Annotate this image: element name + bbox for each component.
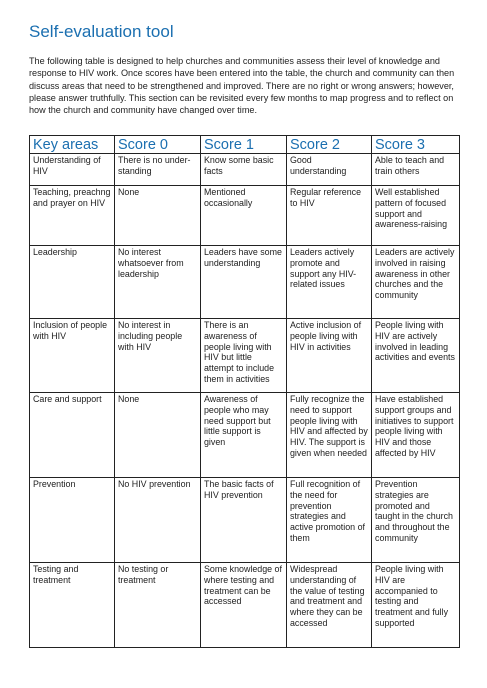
key-area-cell: Testing and treatment bbox=[30, 563, 115, 648]
self-evaluation-table bbox=[29, 135, 460, 648]
table-header-row bbox=[30, 136, 460, 154]
key-area-cell: Teaching, preachng and prayer on HIV bbox=[30, 186, 115, 246]
score-0-cell: No HIV prevention bbox=[115, 478, 201, 563]
key-area-cell: Care and support bbox=[30, 393, 115, 478]
score-2-cell: Leaders actively promote and support any HIV-related issues bbox=[287, 246, 372, 319]
score-2-cell: Fully recognize the need to support people living with HIV and affected by HIV. The support is given when needed bbox=[287, 393, 372, 478]
score-2-cell: Good understanding bbox=[287, 154, 372, 186]
score-3-cell: Able to teach and train others bbox=[372, 154, 460, 186]
header-score-3: Score 3 bbox=[372, 136, 460, 154]
score-3-cell: People living with HIV are accompanied to testing and treatment and fully supported bbox=[372, 563, 460, 648]
score-1-cell: Awareness of people who may need support but little support is given bbox=[201, 393, 287, 478]
score-3-cell: Prevention strategies are promoted and taught in the church and throughout the community bbox=[372, 478, 460, 563]
score-1-cell: Know some basic facts bbox=[201, 154, 287, 186]
score-2-cell: Widespread understanding of the value of testing and treatment and where they can be accessed bbox=[287, 563, 372, 648]
table-row bbox=[30, 478, 460, 563]
score-3-cell: Leaders are actively involved in raising awareness in other churches and the community bbox=[372, 246, 460, 319]
score-1-cell: There is an awareness of people living with HIV but little attempt to include them in activities bbox=[201, 319, 287, 393]
header-score-1: Score 1 bbox=[201, 136, 287, 154]
table-row bbox=[30, 319, 460, 393]
intro-paragraph: The following table is designed to help churches and communities assess their level of knowledge and response to HIV work. Once scores have been entered into the table, the church and community can then discuss areas that need to be strengthened and improved. There are no right or wrong answers; however, please answer truthfully. This section can be revisited every few months to map progress and to reflect on how the church and community have changed over time. bbox=[29, 56, 455, 116]
table-row bbox=[30, 186, 460, 246]
header-key-areas: Key areas bbox=[30, 136, 115, 154]
key-area-cell: Understanding of HIV bbox=[30, 154, 115, 186]
header-score-0: Score 0 bbox=[115, 136, 201, 154]
header-score-2: Score 2 bbox=[287, 136, 372, 154]
table-row bbox=[30, 393, 460, 478]
score-1-cell: Some knowledge of where testing and treatment can be accessed bbox=[201, 563, 287, 648]
score-3-cell: Have established support groups and initiatives to support people living with HIV and those affected by HIV bbox=[372, 393, 460, 478]
score-2-cell: Regular reference to HIV bbox=[287, 186, 372, 246]
key-area-cell: Inclusion of people with HIV bbox=[30, 319, 115, 393]
key-area-cell: Prevention bbox=[30, 478, 115, 563]
score-0-cell: No interest whatsoever from leadership bbox=[115, 246, 201, 319]
page-title: Self-evaluation tool bbox=[29, 22, 174, 41]
score-0-cell: No interest in including people with HIV bbox=[115, 319, 201, 393]
score-2-cell: Full recognition of the need for prevention strategies and active promotion of them bbox=[287, 478, 372, 563]
score-0-cell: None bbox=[115, 186, 201, 246]
table-row bbox=[30, 154, 460, 186]
score-0-cell: There is no under-standing bbox=[115, 154, 201, 186]
score-1-cell: Leaders have some understanding bbox=[201, 246, 287, 319]
score-2-cell: Active inclusion of people living with HIV in activities bbox=[287, 319, 372, 393]
table-row bbox=[30, 563, 460, 648]
table-row bbox=[30, 246, 460, 319]
score-1-cell: Mentioned occasionally bbox=[201, 186, 287, 246]
key-area-cell: Leadership bbox=[30, 246, 115, 319]
score-0-cell: None bbox=[115, 393, 201, 478]
score-1-cell: The basic facts of HIV prevention bbox=[201, 478, 287, 563]
score-0-cell: No testing or treatment bbox=[115, 563, 201, 648]
score-3-cell: Well established pattern of focused support and awareness-raising bbox=[372, 186, 460, 246]
score-3-cell: People living with HIV are actively involved in leading activities and events bbox=[372, 319, 460, 393]
